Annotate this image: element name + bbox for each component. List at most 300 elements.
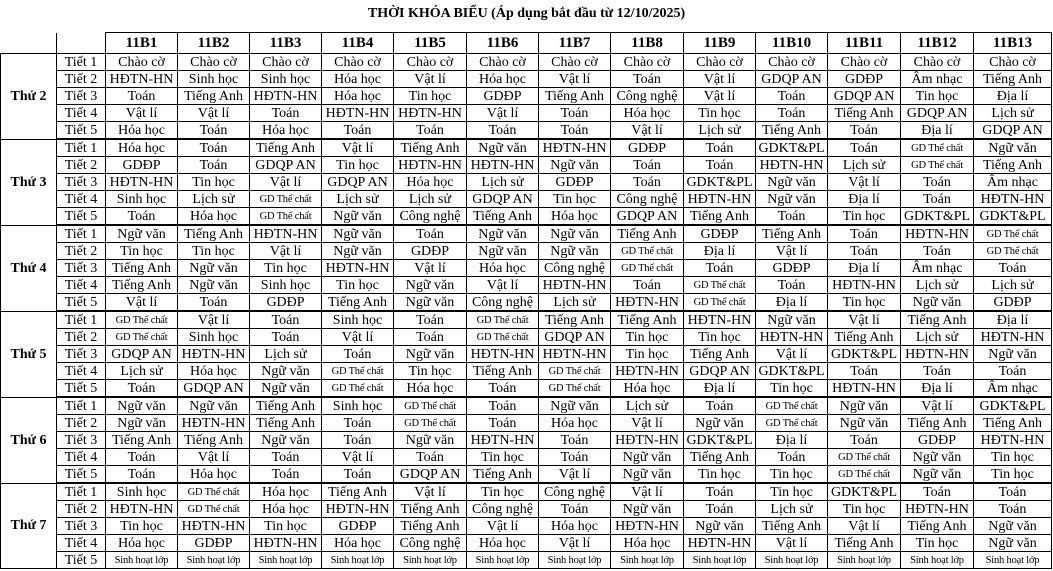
subject-cell: Toán [467, 380, 539, 398]
subject-cell: Hóa học [394, 174, 467, 191]
subject-cell: Sinh hoạt lớp [467, 552, 539, 569]
header-row [1, 33, 1052, 54]
table-row [1, 225, 1052, 243]
subject-cell: GDQP AN [467, 191, 539, 208]
subject-cell: Sinh hoạt lớp [539, 552, 611, 569]
subject-cell: Vật lí [756, 243, 828, 260]
period-label: Tiết 4 [57, 191, 106, 208]
subject-cell: Hóa học [106, 122, 178, 140]
subject-cell: Vật lí [178, 105, 250, 122]
subject-cell: Ngữ văn [394, 294, 467, 312]
subject-cell: Ngữ văn [106, 397, 178, 415]
subject-cell: Toán [106, 208, 178, 226]
subject-cell: Hóa học [250, 483, 322, 501]
table-row [1, 380, 1052, 398]
subject-cell: Vật lí [106, 294, 178, 312]
subject-cell: Vật lí [178, 311, 250, 329]
subject-cell: Vật lí [178, 449, 250, 466]
subject-cell: Hóa học [322, 88, 394, 105]
subject-cell: Địa lí [684, 380, 756, 398]
period-label: Tiết 2 [57, 243, 106, 260]
subject-cell: HĐTN-HN [901, 501, 974, 518]
subject-cell: Toán [901, 483, 974, 501]
subject-cell: Hóa học [539, 518, 611, 535]
subject-cell: Tin học [684, 105, 756, 122]
subject-cell: Địa lí [974, 311, 1052, 329]
subject-cell: Lịch sử [106, 363, 178, 380]
subject-cell: GDĐP [901, 432, 974, 449]
subject-cell: Công nghệ [394, 208, 467, 226]
subject-cell: Toán [467, 415, 539, 432]
subject-cell: GD Thể chất [106, 329, 178, 346]
subject-cell: HĐTN-HN [178, 518, 250, 535]
subject-cell: Hóa học [467, 535, 539, 552]
subject-cell: GD Thể chất [539, 363, 611, 380]
subject-cell: HĐTN-HN [250, 535, 322, 552]
subject-cell: GDQP AN [539, 329, 611, 346]
class-header: 11B10 [756, 33, 828, 54]
page-title: THỜI KHÓA BIỂU (Áp dụng bắt đầu từ 12/10/2025) [367, 6, 686, 21]
period-label: Tiết 5 [57, 208, 106, 226]
subject-cell: HĐTN-HN [467, 157, 539, 174]
subject-cell: Vật lí [394, 260, 467, 277]
subject-cell: GDKT&PL [684, 174, 756, 191]
subject-cell: Ngữ văn [539, 243, 611, 260]
subject-cell: HĐTN-HN [539, 139, 611, 157]
subject-cell: GDĐP [684, 225, 756, 243]
subject-cell: HĐTN-HN [178, 346, 250, 363]
subject-cell: Ngữ văn [539, 225, 611, 243]
class-header: 11B7 [539, 33, 611, 54]
subject-cell: Tin học [756, 466, 828, 484]
subject-cell: GDĐP [974, 294, 1052, 312]
subject-cell: Lịch sử [394, 191, 467, 208]
subject-cell: Lịch sử [901, 277, 974, 294]
subject-cell: Toán [684, 139, 756, 157]
subject-cell: Ngữ văn [394, 277, 467, 294]
subject-cell: Toán [322, 122, 394, 140]
subject-cell: HĐTN-HN [539, 277, 611, 294]
subject-cell: GDQP AN [901, 105, 974, 122]
subject-cell: Toán [756, 449, 828, 466]
subject-cell: Vật lí [394, 483, 467, 501]
subject-cell: GD Thể chất [467, 329, 539, 346]
period-label: Tiết 4 [57, 363, 106, 380]
subject-cell: GD Thể chất [322, 363, 394, 380]
subject-cell: Toán [539, 105, 611, 122]
table-row [1, 329, 1052, 346]
subject-cell: Hóa học [467, 71, 539, 88]
subject-cell: Vật lí [322, 329, 394, 346]
subject-cell: Hóa học [322, 71, 394, 88]
class-header: 11B4 [322, 33, 394, 54]
subject-cell: Toán [322, 432, 394, 449]
subject-cell: Vật lí [756, 346, 828, 363]
subject-cell: GDKT&PL [901, 208, 974, 226]
subject-cell: Toán [322, 346, 394, 363]
subject-cell: Sinh học [250, 277, 322, 294]
subject-cell: Hóa học [250, 501, 322, 518]
subject-cell: HĐTN-HN [322, 501, 394, 518]
subject-cell: Tin học [974, 449, 1052, 466]
subject-cell: Toán [394, 329, 467, 346]
subject-cell: Địa lí [684, 243, 756, 260]
subject-cell: Tin học [684, 329, 756, 346]
subject-cell: Tiếng Anh [394, 139, 467, 157]
subject-cell: Âm nhạc [901, 71, 974, 88]
subject-cell: Tin học [394, 88, 467, 105]
class-header: 11B13 [974, 33, 1052, 54]
subject-cell: Tin học [539, 191, 611, 208]
subject-cell: GD Thể chất [756, 415, 828, 432]
subject-cell: Toán [756, 88, 828, 105]
subject-cell: Tiếng Anh [250, 415, 322, 432]
subject-cell: Toán [178, 294, 250, 312]
subject-cell: Toán [250, 466, 322, 484]
period-label: Tiết 3 [57, 432, 106, 449]
day-label: Thứ 7 [1, 483, 57, 569]
subject-cell: Chào cờ [467, 54, 539, 71]
subject-cell: Tiếng Anh [684, 208, 756, 226]
timetable [0, 32, 1052, 569]
subject-cell: Vật lí [539, 466, 611, 484]
subject-cell: Sinh hoạt lớp [322, 552, 394, 569]
subject-cell: Tin học [828, 208, 901, 226]
subject-cell: Toán [394, 449, 467, 466]
subject-cell: Tiếng Anh [756, 518, 828, 535]
subject-cell: GDKT&PL [684, 432, 756, 449]
subject-cell: Hóa học [539, 208, 611, 226]
period-label: Tiết 4 [57, 535, 106, 552]
subject-cell: Âm nhạc [901, 260, 974, 277]
subject-cell: Toán [250, 449, 322, 466]
subject-cell: Chào cờ [684, 54, 756, 71]
subject-cell: Ngữ văn [178, 260, 250, 277]
subject-cell: Tiếng Anh [756, 122, 828, 140]
period-label: Tiết 1 [57, 397, 106, 415]
subject-cell: Toán [756, 105, 828, 122]
subject-cell: Lịch sử [539, 294, 611, 312]
subject-cell: Lịch sử [828, 157, 901, 174]
subject-cell: GDKT&PL [974, 208, 1052, 226]
subject-cell: Toán [250, 311, 322, 329]
period-label: Tiết 3 [57, 346, 106, 363]
subject-cell: Toán [106, 466, 178, 484]
subject-cell: Ngữ văn [974, 139, 1052, 157]
subject-cell: HĐTN-HN [322, 260, 394, 277]
subject-cell: Lịch sử [974, 105, 1052, 122]
subject-cell: Tin học [901, 535, 974, 552]
table-row [1, 260, 1052, 277]
subject-cell: GDKT&PL [828, 346, 901, 363]
subject-cell: Hóa học [611, 380, 684, 398]
subject-cell: GDQP AN [394, 466, 467, 484]
subject-cell: HĐTN-HN [322, 105, 394, 122]
subject-cell: GD Thể chất [178, 483, 250, 501]
subject-cell: Sinh hoạt lớp [901, 552, 974, 569]
subject-cell: Chào cờ [756, 54, 828, 71]
subject-cell: Tiếng Anh [106, 260, 178, 277]
subject-cell: GD Thể chất [467, 311, 539, 329]
subject-cell: HĐTN-HN [611, 432, 684, 449]
subject-cell: Tin học [611, 346, 684, 363]
header-corner [1, 33, 57, 54]
subject-cell: GD Thể chất [539, 380, 611, 398]
subject-cell: HĐTN-HN [901, 346, 974, 363]
subject-cell: Toán [828, 139, 901, 157]
subject-cell: Vật lí [828, 174, 901, 191]
class-header: 11B1 [106, 33, 178, 54]
class-header: 11B9 [684, 33, 756, 54]
subject-cell: Ngữ văn [901, 449, 974, 466]
subject-cell: GD Thể chất [394, 397, 467, 415]
subject-cell: Tiếng Anh [106, 277, 178, 294]
subject-cell: Hóa học [611, 105, 684, 122]
subject-cell: Vật lí [611, 415, 684, 432]
subject-cell: Địa lí [974, 88, 1052, 105]
subject-cell: Hóa học [611, 535, 684, 552]
subject-cell: Sinh hoạt lớp [974, 552, 1052, 569]
subject-cell: Toán [322, 415, 394, 432]
subject-cell: Toán [322, 466, 394, 484]
subject-cell: Sinh học [178, 71, 250, 88]
subject-cell: Toán [467, 122, 539, 140]
subject-cell: Vật lí [467, 105, 539, 122]
subject-cell: Toán [828, 122, 901, 140]
subject-cell: Lịch sử [467, 174, 539, 191]
subject-cell: Toán [178, 157, 250, 174]
subject-cell: GDQP AN [756, 71, 828, 88]
subject-cell: Tin học [756, 380, 828, 398]
subject-cell: Sinh học [106, 483, 178, 501]
subject-cell: Vật lí [539, 71, 611, 88]
period-label: Tiết 4 [57, 449, 106, 466]
period-label: Tiết 4 [57, 105, 106, 122]
subject-cell: GDĐP [828, 71, 901, 88]
subject-cell: Tin học [322, 157, 394, 174]
subject-cell: Lịch sử [756, 501, 828, 518]
subject-cell: Ngữ văn [322, 243, 394, 260]
subject-cell: Toán [539, 501, 611, 518]
subject-cell: Âm nhạc [974, 380, 1052, 398]
subject-cell: Vật lí [901, 397, 974, 415]
class-header: 11B5 [394, 33, 467, 54]
subject-cell: Vật lí [394, 71, 467, 88]
subject-cell: Ngữ văn [611, 501, 684, 518]
table-row [1, 501, 1052, 518]
period-label: Tiết 1 [57, 54, 106, 71]
subject-cell: Vật lí [756, 535, 828, 552]
subject-cell: Ngữ văn [467, 225, 539, 243]
subject-cell: Toán [539, 122, 611, 140]
subject-cell: HĐTN-HN [611, 294, 684, 312]
subject-cell: Ngữ văn [828, 415, 901, 432]
subject-cell: GD Thể chất [974, 243, 1052, 260]
subject-cell: GDĐP [322, 518, 394, 535]
subject-cell: HĐTN-HN [178, 415, 250, 432]
subject-cell: HĐTN-HN [611, 518, 684, 535]
subject-cell: GDĐP [178, 535, 250, 552]
table-row [1, 294, 1052, 312]
subject-cell: Chào cờ [250, 54, 322, 71]
subject-cell: Ngữ văn [250, 432, 322, 449]
subject-cell: Sinh hoạt lớp [178, 552, 250, 569]
period-label: Tiết 3 [57, 88, 106, 105]
subject-cell: Hóa học [178, 363, 250, 380]
subject-cell: Tiếng Anh [901, 311, 974, 329]
subject-cell: GD Thể chất [322, 380, 394, 398]
subject-cell: Tiếng Anh [756, 225, 828, 243]
subject-cell: Vật lí [467, 277, 539, 294]
subject-cell: Tiếng Anh [974, 157, 1052, 174]
subject-cell: Tin học [684, 466, 756, 484]
period-label: Tiết 3 [57, 174, 106, 191]
subject-cell: Sinh hoạt lớp [611, 552, 684, 569]
subject-cell: Tin học [106, 243, 178, 260]
subject-cell: Toán [611, 157, 684, 174]
subject-cell: GD Thể chất [178, 501, 250, 518]
subject-cell: Toán [394, 122, 467, 140]
subject-cell: GDĐP [106, 157, 178, 174]
subject-cell: Sinh học [178, 329, 250, 346]
subject-cell: GDQP AN [178, 380, 250, 398]
subject-cell: Vật lí [828, 311, 901, 329]
subject-cell: Toán [828, 225, 901, 243]
period-label: Tiết 3 [57, 260, 106, 277]
subject-cell: HĐTN-HN [106, 501, 178, 518]
subject-cell: Toán [828, 363, 901, 380]
subject-cell: Toán [756, 277, 828, 294]
subject-cell: HĐTN-HN [394, 105, 467, 122]
period-label: Tiết 5 [57, 466, 106, 484]
subject-cell: Tiếng Anh [178, 225, 250, 243]
subject-cell: Toán [974, 363, 1052, 380]
subject-cell: Vật lí [828, 518, 901, 535]
day-label: Thứ 6 [1, 397, 57, 483]
table-row [1, 54, 1052, 71]
subject-cell: Toán [684, 483, 756, 501]
subject-cell: GDĐP [539, 174, 611, 191]
subject-cell: GDĐP [394, 243, 467, 260]
subject-cell: Hóa học [178, 208, 250, 226]
subject-cell: Sinh học [322, 397, 394, 415]
period-label: Tiết 5 [57, 380, 106, 398]
subject-cell: Sinh hoạt lớp [250, 552, 322, 569]
subject-cell: Ngữ văn [974, 346, 1052, 363]
subject-cell: Toán [250, 329, 322, 346]
subject-cell: Hóa học [467, 260, 539, 277]
subject-cell: Hóa học [394, 380, 467, 398]
subject-cell: GD Thể chất [756, 397, 828, 415]
subject-cell: Công nghệ [611, 88, 684, 105]
subject-cell: Công nghệ [539, 483, 611, 501]
subject-cell: Tiếng Anh [394, 501, 467, 518]
subject-cell: Tin học [250, 260, 322, 277]
subject-cell: Toán [684, 260, 756, 277]
table-row [1, 518, 1052, 535]
class-header: 11B3 [250, 33, 322, 54]
subject-cell: HĐTN-HN [901, 225, 974, 243]
period-label: Tiết 2 [57, 71, 106, 88]
subject-cell: Toán [539, 449, 611, 466]
subject-cell: GDĐP [250, 294, 322, 312]
subject-cell: HĐTN-HN [106, 71, 178, 88]
subject-cell: Địa lí [901, 122, 974, 140]
subject-cell: Tiếng Anh [684, 449, 756, 466]
subject-cell: Hóa học [106, 139, 178, 157]
subject-cell: GD Thể chất [250, 191, 322, 208]
subject-cell: Địa lí [901, 380, 974, 398]
subject-cell: Toán [394, 311, 467, 329]
subject-cell: GD Thể chất [394, 415, 467, 432]
subject-cell: Sinh hoạt lớp [684, 552, 756, 569]
subject-cell: Ngữ văn [684, 518, 756, 535]
subject-cell: HĐTN-HN [684, 535, 756, 552]
class-header: 11B11 [828, 33, 901, 54]
table-row [1, 397, 1052, 415]
table-row [1, 88, 1052, 105]
subject-cell: HĐTN-HN [611, 363, 684, 380]
subject-cell: Tiếng Anh [467, 466, 539, 484]
period-label: Tiết 1 [57, 225, 106, 243]
subject-cell: HĐTN-HN [974, 329, 1052, 346]
subject-cell: HĐTN-HN [106, 174, 178, 191]
subject-cell: GD Thể chất [974, 225, 1052, 243]
day-label: Thứ 2 [1, 54, 57, 140]
subject-cell: Sinh hoạt lớp [394, 552, 467, 569]
subject-cell: GD Thể chất [684, 277, 756, 294]
subject-cell: Tin học [250, 518, 322, 535]
subject-cell: GD Thể chất [901, 139, 974, 157]
subject-cell: Tiếng Anh [106, 432, 178, 449]
period-label: Tiết 1 [57, 311, 106, 329]
subject-cell: Tin học [394, 363, 467, 380]
subject-cell: Ngữ văn [611, 449, 684, 466]
subject-cell: Ngữ văn [322, 225, 394, 243]
subject-cell: Tiếng Anh [611, 311, 684, 329]
class-header: 11B6 [467, 33, 539, 54]
subject-cell: Chào cờ [611, 54, 684, 71]
subject-cell: Tiếng Anh [828, 105, 901, 122]
subject-cell: Ngữ văn [467, 243, 539, 260]
subject-cell: HĐTN-HN [250, 225, 322, 243]
table-row [1, 157, 1052, 174]
period-label: Tiết 2 [57, 501, 106, 518]
subject-cell: Toán [756, 208, 828, 226]
subject-cell: Toán [611, 71, 684, 88]
subject-cell: Tiếng Anh [467, 363, 539, 380]
subject-cell: Tiếng Anh [684, 346, 756, 363]
subject-cell: Lịch sử [178, 191, 250, 208]
subject-cell: Toán [394, 225, 467, 243]
subject-cell: Toán [974, 501, 1052, 518]
subject-cell: Ngữ văn [684, 415, 756, 432]
subject-cell: Ngữ văn [974, 535, 1052, 552]
subject-cell: Tiếng Anh [250, 139, 322, 157]
period-label: Tiết 1 [57, 139, 106, 157]
subject-cell: Tiếng Anh [611, 225, 684, 243]
subject-cell: Ngữ văn [106, 415, 178, 432]
subject-cell: Lịch sử [974, 277, 1052, 294]
subject-cell: Hóa học [539, 415, 611, 432]
table-row [1, 483, 1052, 501]
subject-cell: Tin học [106, 518, 178, 535]
table-row [1, 346, 1052, 363]
subject-cell: Ngữ văn [901, 466, 974, 484]
table-row [1, 174, 1052, 191]
period-label: Tiết 2 [57, 157, 106, 174]
period-label: Tiết 1 [57, 483, 106, 501]
